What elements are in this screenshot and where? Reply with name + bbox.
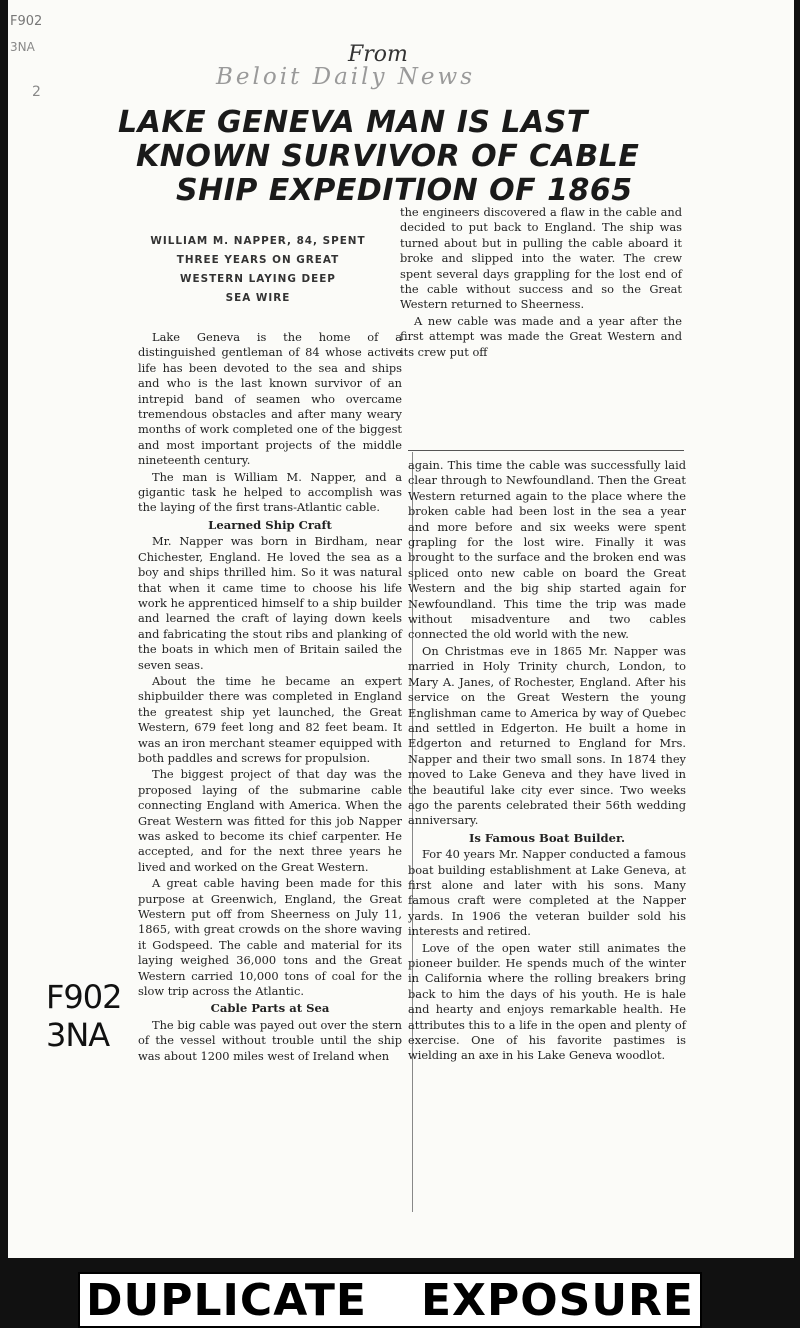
banner-word: EXPOSURE — [421, 1274, 694, 1326]
article-column-left — [138, 330, 402, 1065]
handwritten-corner-note: 2 — [32, 84, 41, 100]
handwritten-corner-note: F902 — [10, 14, 43, 29]
handwritten-from-note: From — [348, 42, 408, 67]
film-edge-right — [794, 0, 800, 1328]
article-paragraph: For 40 years Mr. Napper conducted a famous boat building establishment at Lake Geneva, at first alone and later with his sons. Many famous craft were completed at the Napper yards. In 1906 the veteran builder sold his interests and retired. — [408, 847, 686, 939]
subheadline-line: THREE YEARS ON GREAT — [176, 254, 340, 266]
headline-line: KNOWN SURVIVOR OF CABLE — [136, 139, 640, 174]
article-paragraph: The biggest project of that day was the proposed laying of the submarine cable connecting England with America. When the Great Western was fitted for this job Napper was asked to become its chief carpenter. He accepted, and for the next three years he lived and worked on the Great Western. — [138, 767, 402, 874]
article-paragraph: About the time he became an expert shipbuilder there was completed in England the greatest ship yet launched, the Great Western, 679 feet long and 82 feet beam. It was an iron merchant steamer equipped with both paddles and screws for propulsion. — [138, 673, 402, 765]
subheadline-line: WESTERN LAYING DEEP — [180, 273, 336, 285]
article-paragraph: A new cable was made and a year after the first attempt was made the Great Western and its crew put off — [400, 313, 682, 359]
article-paragraph: On Christmas eve in 1865 Mr. Napper was married in Holy Trinity church, London, to Mary A. Janes, of Rochester, England. After his service on the Great Western the young Englishman came to America by way of Quebec and settled in Edgerton. He built a home in Edgerton and returned to England for Mrs. Napper and their two small sons. In 1874 they moved to Lake Geneva and they have lived in the beautiful lake city ever since. Two weeks ago the parents celebrated their 56th wedding anniversary. — [408, 643, 686, 828]
clipping-page — [8, 0, 794, 1258]
section-heading: Cable Parts at Sea — [210, 1001, 330, 1016]
article-paragraph: Love of the open water still animates the pioneer builder. He spends much of the winter in California where the rolling breakers bring back to him the days of his youth. He is hale and hearty and enjoys remarkable health. He attributes this to a life in the open and plenty of exercise. One of his favorite pastimes is wielding an axe in his Lake Geneva woodlot. — [408, 940, 686, 1063]
article-paragraph: again. This time the cable was successfully laid clear through to Newfoundland. Then the Great Western returned again to the place where the broken cable had been lost in the sea a year and more before and six weeks were spent grapling for the lost wire. Finally it was brought to the surface and the broken end was spliced onto new cable on board the Great Western and the big ship started again for Newfoundland. This time the trip was made without misadventure and two cables connected the old world with the new. — [408, 458, 686, 642]
film-edge-left — [0, 0, 8, 1328]
headline-line: SHIP EXPEDITION OF 1865 — [176, 173, 633, 208]
banner-word: DUPLICATE — [86, 1274, 367, 1326]
article-column-right-top — [400, 205, 682, 361]
article-paragraph: A great cable having been made for this purpose at Greenwich, England, the Great Western put off from Sheerness on July 11, 1865, with great crowds on the shore waving it Godspeed. The cable and material for its laying weighed 36,000 tons and the Great Western carried 10,000 tons of coal for the slow trip across the Atlantic. — [138, 876, 402, 999]
article-paragraph: The man is William M. Napper, and a gigantic task he helped to accomplish was the laying of the first trans-Atlantic cable. — [138, 469, 402, 515]
handwritten-reference-number — [46, 978, 121, 1054]
article-paragraph: Lake Geneva is the home of a distinguished gentleman of 84 whose active life has been devoted to the sea and ships and who is the last known survivor of an intrepid band of seamen who overcame tremendous obstacles and after many weary months of work completed one of the biggest and most important projects of the middle nineteenth century. — [138, 330, 402, 468]
headline — [108, 106, 728, 208]
article-paragraph: Mr. Napper was born in Birdham, near Chichester, England. He loved the sea as a boy and ships thrilled him. So it was natural that when it came time to choose his life work he apprenticed himself to a ship builder and learned the craft of laying down keels and fabricating the stout ribs and planking of the boats in which men of Britain sailed the seven seas. — [138, 534, 402, 672]
reference-line: 3NA — [46, 1016, 110, 1054]
headline-line: LAKE GENEVA MAN IS LAST — [118, 105, 588, 140]
subheadline-deck — [120, 232, 396, 308]
article-column-right-bottom — [408, 458, 686, 1065]
column-divider-horizontal — [408, 450, 684, 451]
section-heading: Learned Ship Craft — [208, 517, 332, 532]
section-heading: Is Famous Boat Builder. — [468, 830, 626, 845]
handwritten-source-note: Beloit Daily News — [216, 64, 476, 90]
duplicate-exposure-banner — [78, 1272, 702, 1328]
reference-line: F902 — [46, 978, 122, 1016]
subheadline-line: WILLIAM M. NAPPER, 84, SPENT — [150, 235, 366, 247]
article-paragraph: the engineers discovered a flaw in the cable and decided to put back to England. The ship was turned about but in pulling the cable aboard it broke and slipped into the water. The crew spent several days grappling for the lost end of the cable without success and so the Great Western returned to Sheerness. — [400, 205, 682, 312]
article-paragraph: The big cable was payed out over the stern of the vessel without trouble until the ship was about 1200 miles west of Ireland when — [138, 1017, 402, 1063]
handwritten-corner-note: 3NA — [10, 40, 35, 54]
subheadline-line: SEA WIRE — [225, 292, 291, 304]
